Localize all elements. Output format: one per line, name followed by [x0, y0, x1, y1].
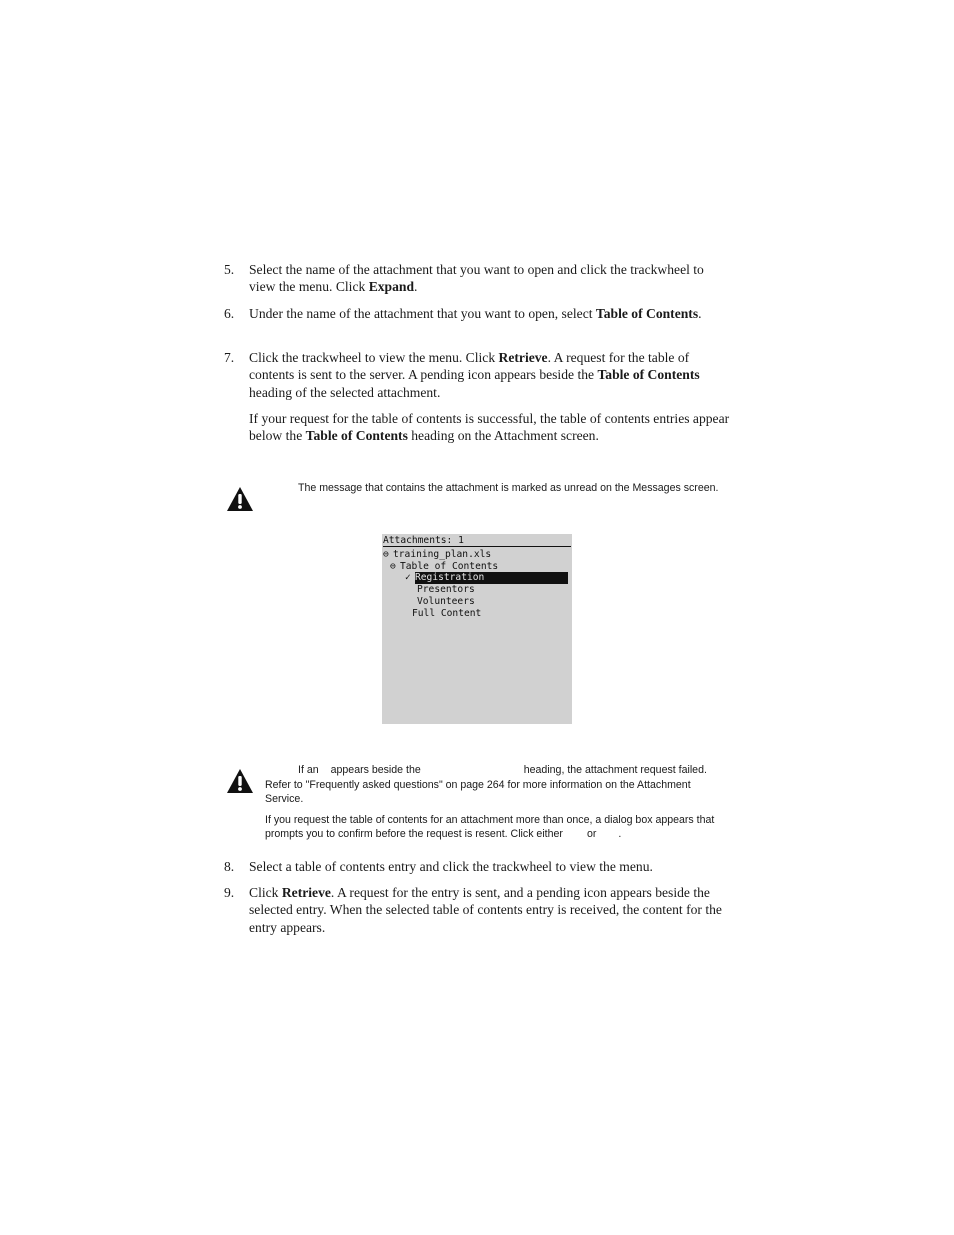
entry-row-presentors[interactable]: Presentors [417, 584, 475, 595]
selected-entry: Registration [415, 572, 568, 584]
step-text: Select the name of the attachment that you want to open and click the trackwheel to view the menu. Click Expand. [249, 262, 704, 295]
collapse-icon: ⊖ [390, 561, 396, 572]
step-number: 5. [224, 262, 235, 277]
step-6 [224, 305, 730, 322]
step-7-followup: If your request for the table of contents is successful, the table of contents entries appear below the Table of Contents heading on the Attachment screen. [249, 411, 730, 444]
note-text-2: If you request the table of contents for an attachment more than once, a dialog box appears that prompts you to confirm before the request is resent. Click either or . [265, 813, 715, 841]
full-content-row[interactable]: Full Content [412, 608, 482, 619]
step-number: 6. [224, 306, 235, 321]
step-number: 7. [224, 350, 235, 365]
step-text: Under the name of the attachment that you want to open, select Table of Contents. [249, 306, 702, 321]
step-text: Click the trackwheel to view the menu. Click Retrieve. A request for the table of contents is sent to the server. A pending icon appears beside the Table of Contents heading of the selected attachment. [249, 350, 700, 400]
step-8 [224, 858, 730, 875]
note-text: The message that contains the attachment is marked as unread on the Messages screen. [298, 482, 719, 494]
note-text-1: If an appears beside the heading, the attachment request failed. Refer to "Frequently asked questions" on page 264 for more information on the Attachment Service. [265, 764, 707, 806]
step-text: Select a table of contents entry and click the trackwheel to view the menu. [249, 859, 653, 874]
step-9 [224, 884, 730, 936]
file-row[interactable]: ⊖ training_plan.xls [383, 549, 492, 560]
collapse-icon: ⊖ [383, 549, 389, 560]
entry-row-volunteers[interactable]: Volunteers [417, 596, 475, 607]
step-text: Click Retrieve. A request for the entry is sent, and a pending icon appears beside the selected entry. When the selected table of contents entry is received, the content for the entry appears. [249, 885, 722, 935]
step-7 [224, 349, 730, 401]
entry-row-registration[interactable] [405, 572, 568, 584]
step-number: 9. [224, 885, 235, 900]
note-unread [226, 481, 722, 496]
toc-row[interactable]: ⊖ Table of Contents [390, 561, 499, 572]
screen-header: Attachments: 1 [383, 535, 571, 547]
warning-icon [226, 768, 254, 794]
note-failed-request [226, 763, 722, 842]
checkmark-icon: ✓ [405, 572, 411, 583]
attachment-screen [382, 534, 572, 724]
step-number: 8. [224, 859, 235, 874]
step-5 [224, 261, 730, 296]
warning-icon [226, 486, 254, 512]
